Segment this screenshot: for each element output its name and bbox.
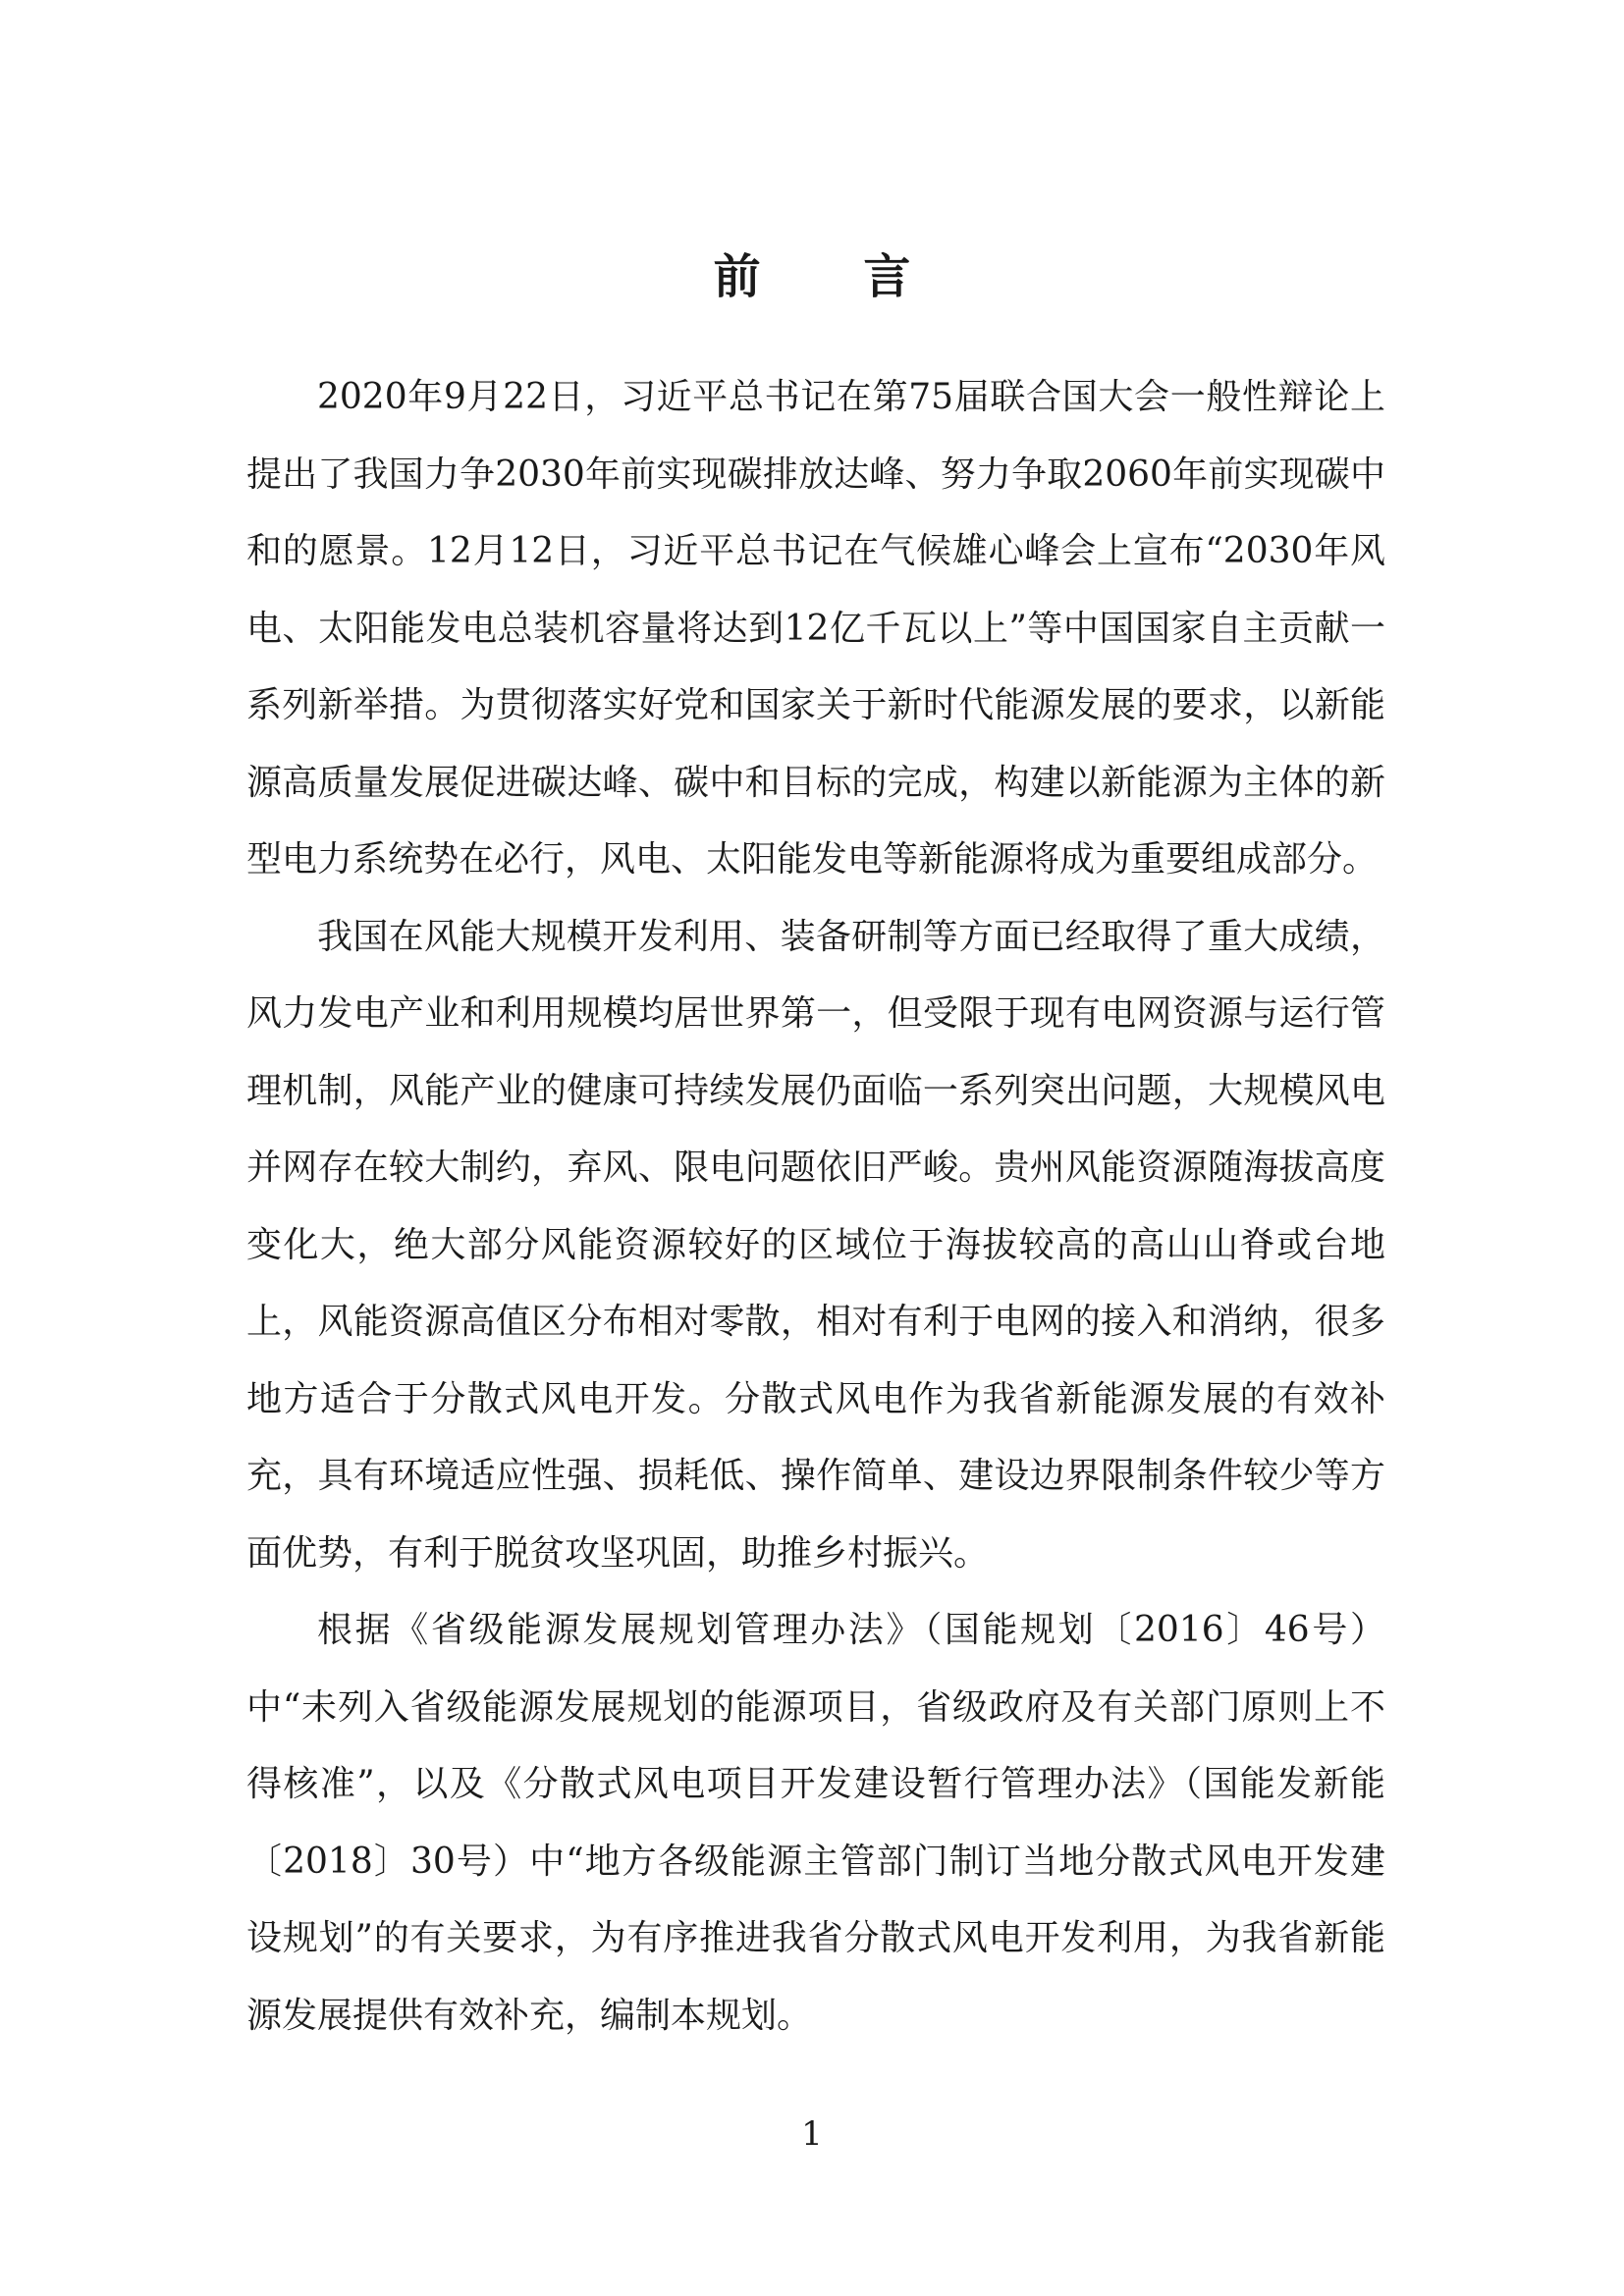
page-title: 前 言 — [713, 249, 954, 305]
preface-body — [246, 359, 1385, 2055]
paragraph: 根据《省级能源发展规划管理办法》（国能规划〔2016〕46号）中“未列入省级能源发展规划的能源项目，省级政府及有关部门原则上不得核准”，以及《分散式风电项目开发建设暂行管理办法》（国能发新能〔2018〕30号）中“地方各级能源主管部门制订当地分散式风电开发建设规划”的有关要求，为有序推进我省分散式风电开发利用，为我省新能源发展提供有效补充，编制本规划。 — [246, 1610, 1385, 2036]
paragraph: 2020年9月22日，习近平总书记在第75届联合国大会一般性辩论上提出了我国力争2030年前实现碳排放达峰、努力争取2060年前实现碳中和的愿景。12月12日，习近平总书记在气候雄心峰会上宣布“2030年风电、太阳能发电总装机容量将达到12亿千瓦以上”等中国国家自主贡献一系列新举措。为贯彻落实好党和国家关于新时代能源发展的要求，以新能源高质量发展促进碳达峰、碳中和目标的完成，构建以新能源为主体的新型电力系统势在必行，风电、太阳能发电等新能源将成为重要组成部分。 — [246, 377, 1385, 880]
page-number: 1 — [801, 2114, 823, 2154]
paragraph: 我国在风能大规模开发利用、装备研制等方面已经取得了重大成绩，风力发电产业和利用规模均居世界第一，但受限于现有电网资源与运行管理机制，风能产业的健康可持续发展仍面临一系列突出问题，大规模风电并网存在较大制约，弃风、限电问题依旧严峻。贵州风能资源随海拔高度变化大，绝大部分风能资源较好的区域位于海拔较高的高山山脊或台地上，风能资源高值区分布相对零散，相对有利于电网的接入和消纳，很多地方适合于分散式风电开发。分散式风电作为我省新能源发展的有效补充，具有环境适应性强、损耗低、操作简单、建设边界限制条件较少等方面优势，有利于脱贫攻坚巩固，助推乡村振兴。 — [246, 916, 1385, 1574]
